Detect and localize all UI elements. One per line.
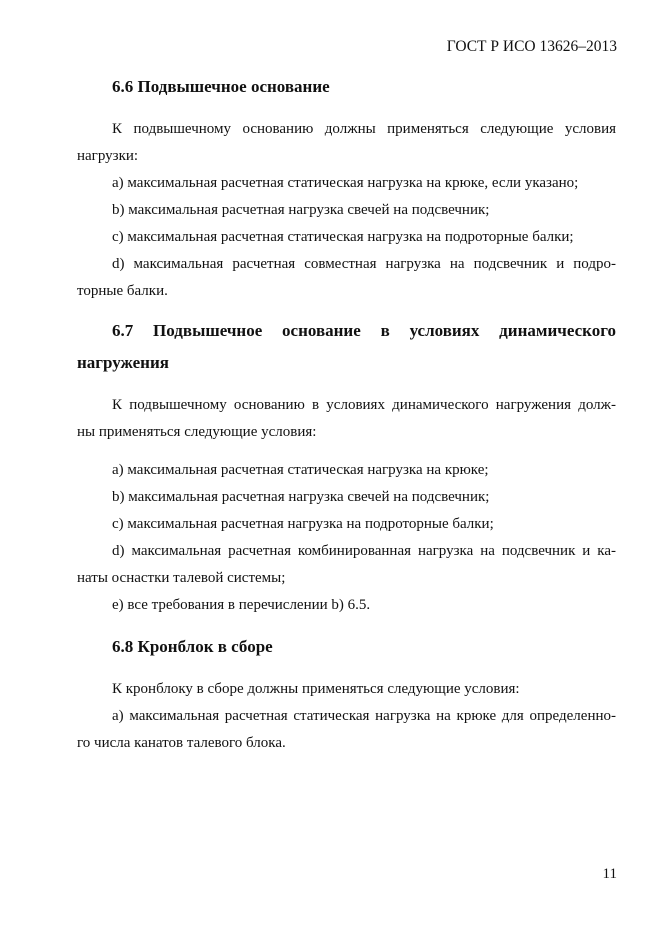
section-6-8-item-a-line2: го числа канатов талевого блока. bbox=[77, 735, 286, 751]
section-6-6-item-c: c) максимальная расчетная статическая нагрузка на подроторные балки; bbox=[112, 229, 574, 245]
document-code: ГОСТ Р ИСО 13626–2013 bbox=[446, 38, 617, 55]
section-6-7-item-c: c) максимальная расчетная нагрузка на подроторные балки; bbox=[112, 516, 494, 532]
section-6-7-item-d-line2: наты оснастки талевой системы; bbox=[77, 570, 286, 586]
section-6-7-item-d-line1: d) максимальная расчетная комбинированная нагрузка на подсвечник и ка- bbox=[112, 543, 616, 559]
section-6-7-heading-line1: 6.7 Подвышечное основание в условиях динамического bbox=[112, 321, 616, 340]
section-6-6-heading: 6.6 Подвышечное основание bbox=[112, 77, 330, 96]
page-number: 11 bbox=[602, 866, 617, 882]
section-6-7-item-e: e) все требования в перечислении b) 6.5. bbox=[112, 597, 371, 613]
section-6-6-item-d-line1: d) максимальная расчетная совместная нагрузка на подсвечник и подро- bbox=[112, 256, 616, 272]
section-6-6-item-b: b) максимальная расчетная нагрузка свечей на подсвечник; bbox=[112, 202, 490, 218]
section-6-7-item-a: a) максимальная расчетная статическая нагрузка на крюке; bbox=[112, 462, 489, 478]
section-6-7-heading-line2: нагружения bbox=[77, 353, 169, 372]
section-6-8-item-a-line1: a) максимальная расчетная статическая нагрузка на крюке для определенно- bbox=[112, 708, 616, 724]
section-6-6-intro-line1: К подвышечному основанию должны применяться следующие условия bbox=[112, 121, 616, 137]
section-6-7-intro-line1: К подвышечному основанию в условиях динамического нагружения долж- bbox=[112, 397, 616, 413]
section-6-8-intro: К кронблоку в сборе должны применяться следующие условия: bbox=[112, 681, 520, 697]
section-6-7-intro-line2: ны применяться следующие условия: bbox=[77, 424, 317, 440]
section-6-8-heading: 6.8 Кронблок в сборе bbox=[112, 637, 273, 656]
section-6-6-intro-line2: нагрузки: bbox=[77, 148, 139, 164]
section-6-7-item-b: b) максимальная расчетная нагрузка свечей на подсвечник; bbox=[112, 489, 490, 505]
section-6-6-item-d-line2: торные балки. bbox=[77, 283, 168, 299]
section-6-6-item-a: a) максимальная расчетная статическая нагрузка на крюке, если указано; bbox=[112, 175, 579, 191]
